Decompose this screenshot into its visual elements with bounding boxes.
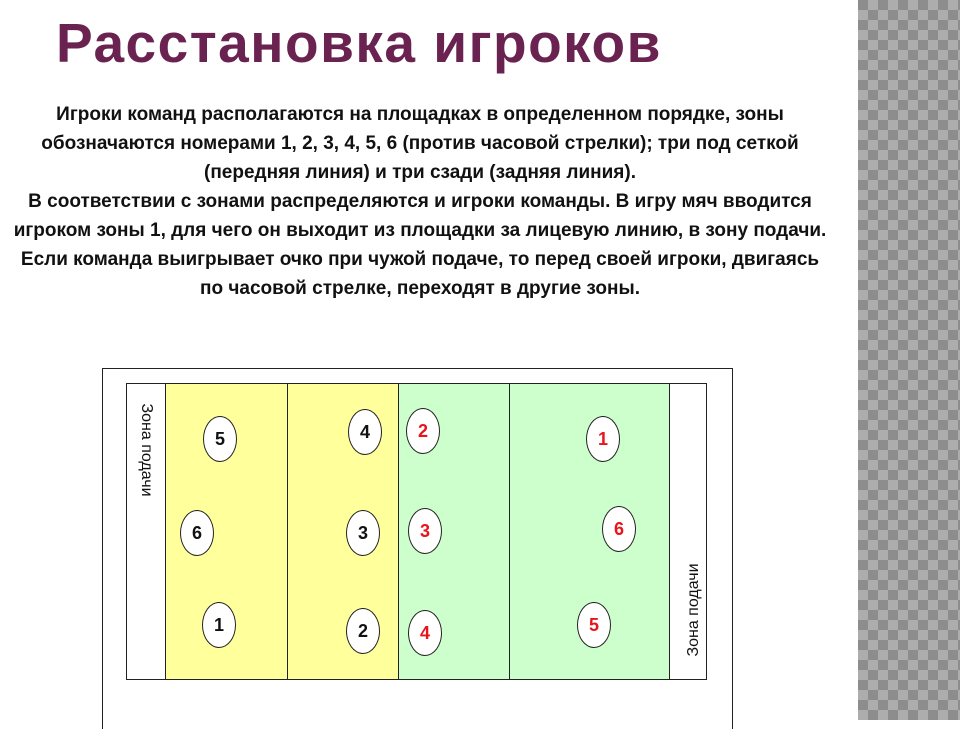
decorative-side-panel	[858, 0, 960, 720]
player-team-b-zone-1: 1	[586, 416, 620, 462]
serve-zone-right-label: Зона подачи	[685, 563, 702, 657]
player-team-b-zone-4: 4	[408, 610, 442, 656]
attack-line-team-a	[287, 383, 288, 680]
player-team-b-zone-3: 3	[408, 508, 442, 554]
paragraph-rotation: Если команда выигрывает очко при чужой подаче, то перед своей игроки, двигаясь по часовой стрелке, переходят в другие зоны.	[20, 249, 820, 299]
player-team-b-zone-6: 6	[602, 506, 636, 552]
player-team-a-zone-1: 1	[202, 602, 236, 648]
serve-zone-left-label: Зона подачи	[138, 403, 155, 497]
player-team-a-zone-3: 3	[346, 510, 380, 556]
player-team-a-zone-4: 4	[348, 409, 382, 455]
player-team-a-zone-6: 6	[180, 510, 214, 556]
paragraph-serve: В соответствии с зонами распределяются и игроки команды. В игру мяч вводится игроком зоны 1, для чего он выходит из площадки за лицевую линию, в зону подачи.	[13, 191, 827, 241]
description-text	[10, 100, 830, 303]
player-team-b-zone-5: 5	[577, 602, 611, 648]
page-title: Расстановка игроков	[56, 12, 662, 74]
paragraph-zones: Игроки команд располагаются на площадках в определенном порядке, зоны обозначаются номерами 1, 2, 3, 4, 5, 6 (против часовой стрелки); три под сеткой (передняя линия) и три сзади (задняя линия).	[41, 104, 799, 183]
player-team-a-zone-2: 2	[346, 608, 380, 654]
player-team-a-zone-5: 5	[203, 416, 237, 462]
player-team-b-zone-2: 2	[406, 408, 440, 454]
attack-line-team-b	[509, 383, 510, 680]
